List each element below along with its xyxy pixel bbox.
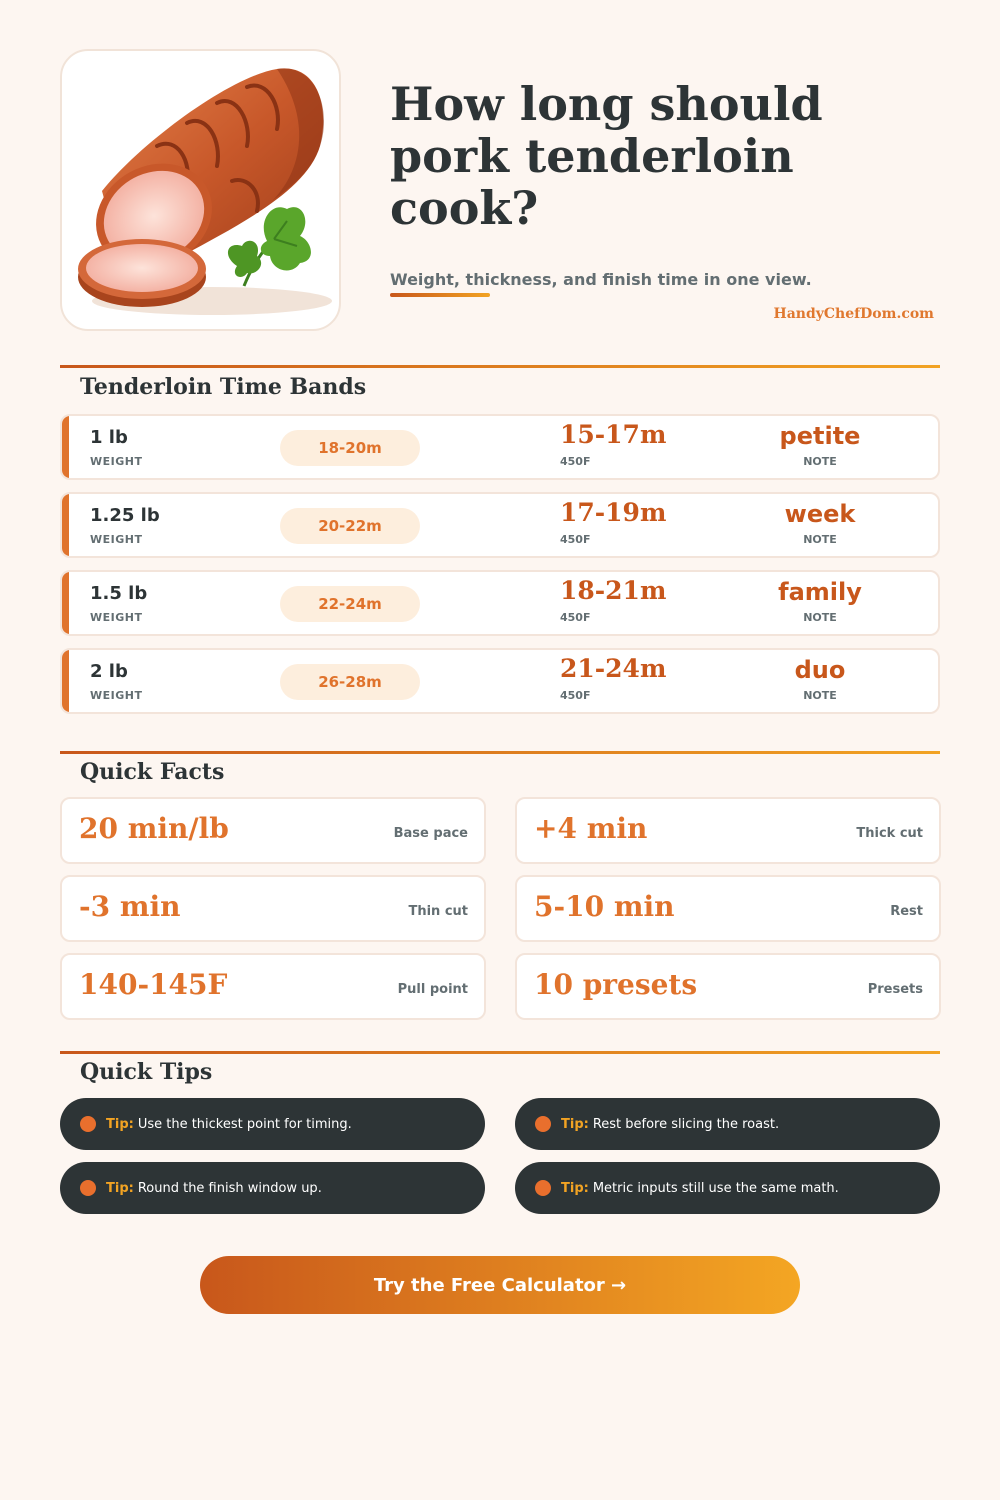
tip-prefix: Tip: [561, 1116, 589, 1132]
band-note-label: NOTE [803, 611, 837, 624]
band-time: 21-24m [560, 654, 667, 683]
band-note: family [778, 578, 862, 606]
tip-bullet-icon [80, 1116, 96, 1132]
tip-text: Metric inputs still use the same math. [592, 1180, 839, 1196]
tip-pill [515, 1162, 940, 1214]
band-note: duo [794, 656, 846, 684]
section-divider [60, 365, 940, 368]
fact-card [60, 797, 486, 864]
fact-value: 10 presets [534, 968, 698, 1001]
fact-value: 20 min/lb [79, 812, 229, 845]
fact-label: Pull point [397, 982, 468, 997]
time-band-row [60, 570, 940, 636]
band-weight: 2 lb [90, 661, 128, 682]
fact-value: 5-10 min [534, 890, 675, 923]
band-range-pill: 20-22m [280, 508, 420, 544]
quick-facts-title: Quick Facts [80, 759, 225, 785]
fact-value: +4 min [534, 812, 648, 845]
fact-label: Rest [890, 904, 923, 919]
band-temp: 450F [560, 611, 591, 624]
tip-prefix: Tip: [106, 1180, 134, 1196]
time-band-row [60, 492, 940, 558]
try-calculator-button[interactable]: Try the Free Calculator → [200, 1256, 800, 1314]
fact-value: -3 min [79, 890, 181, 923]
hero-illustration-card [60, 49, 341, 331]
band-time: 15-17m [560, 420, 667, 449]
band-note: week [784, 500, 856, 528]
time-band-row [60, 414, 940, 480]
tip-prefix: Tip: [561, 1180, 589, 1196]
band-weight: 1.25 lb [90, 505, 160, 526]
band-accent-bar [62, 650, 69, 712]
fact-card [60, 953, 486, 1020]
time-band-row [60, 648, 940, 714]
fact-value: 140-145F [79, 968, 228, 1001]
band-temp: 450F [560, 455, 591, 468]
band-note: petite [779, 422, 861, 450]
tip-pill [60, 1098, 485, 1150]
fact-card [515, 875, 941, 942]
band-accent-bar [62, 572, 69, 634]
band-note-label: NOTE [803, 689, 837, 702]
tip-bullet-icon [535, 1180, 551, 1196]
tip-text: Use the thickest point for timing. [137, 1116, 352, 1132]
band-accent-bar [62, 416, 69, 478]
fact-label: Thick cut [856, 826, 923, 841]
fact-label: Base pace [393, 826, 468, 841]
tip-text: Rest before slicing the roast. [592, 1116, 780, 1132]
tip-bullet-icon [535, 1116, 551, 1132]
band-range-pill: 26-28m [280, 664, 420, 700]
band-weight: 1 lb [90, 427, 128, 448]
band-weight: 1.5 lb [90, 583, 148, 604]
band-temp: 450F [560, 533, 591, 546]
fact-card [515, 797, 941, 864]
band-temp: 450F [560, 689, 591, 702]
tip-pill [515, 1098, 940, 1150]
band-accent-bar [62, 494, 69, 556]
fact-card [60, 875, 486, 942]
band-range-pill: 18-20m [280, 430, 420, 466]
subtitle-underline [390, 293, 490, 297]
band-weight-label: WEIGHT [90, 533, 143, 546]
page-title: How long should pork tenderloin cook? [390, 77, 823, 235]
band-note-label: NOTE [803, 455, 837, 468]
fact-label: Thin cut [408, 904, 468, 919]
tip-text: Round the finish window up. [137, 1180, 322, 1196]
band-range-pill: 22-24m [280, 586, 420, 622]
section-divider [60, 751, 940, 754]
band-time: 18-21m [560, 576, 667, 605]
pork-tenderloin-roast-icon [62, 51, 341, 331]
quick-tips-title: Quick Tips [80, 1059, 213, 1085]
fact-card [515, 953, 941, 1020]
section-divider [60, 1051, 940, 1054]
band-weight-label: WEIGHT [90, 689, 143, 702]
tip-bullet-icon [80, 1180, 96, 1196]
tip-prefix: Tip: [106, 1116, 134, 1132]
brand-link[interactable]: HandyChefDom.com [773, 306, 934, 322]
page-subtitle: Weight, thickness, and finish time in one view. [390, 270, 812, 289]
tip-pill [60, 1162, 485, 1214]
band-weight-label: WEIGHT [90, 455, 143, 468]
band-weight-label: WEIGHT [90, 611, 143, 624]
band-note-label: NOTE [803, 533, 837, 546]
time-bands-title: Tenderloin Time Bands [80, 374, 367, 400]
band-time: 17-19m [560, 498, 667, 527]
fact-label: Presets [867, 982, 923, 997]
